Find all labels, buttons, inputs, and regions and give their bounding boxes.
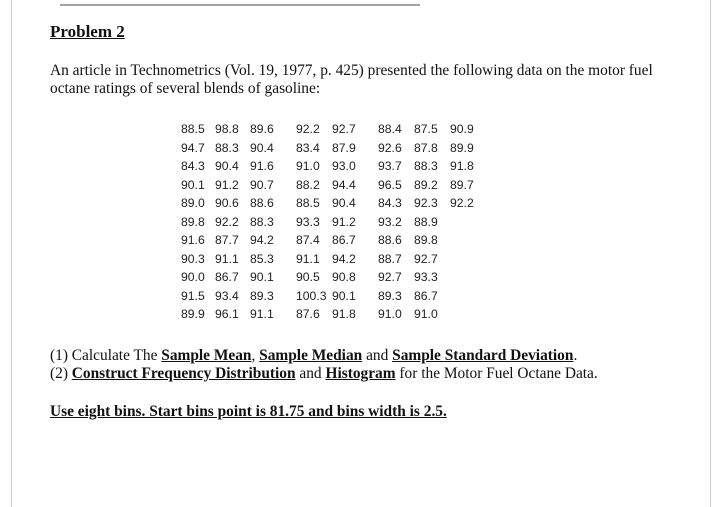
- table-cell: 94.7: [181, 140, 205, 155]
- table-cell: 88.6: [378, 233, 402, 248]
- table-cell: 90.9: [450, 122, 474, 137]
- table-cell: 90.3: [181, 251, 205, 266]
- table-cell: 87.7: [215, 233, 239, 248]
- table-row: [181, 139, 480, 158]
- bins-instruction: Use eight bins. Start bins point is 81.75 and bins width is 2.5.: [50, 403, 447, 420]
- table-cell: 88.6: [250, 196, 274, 211]
- table-cell: 93.0: [332, 159, 356, 174]
- problem-intro: An article in Technometrics (Vol. 19, 1977, p. 425) presented the following data on the motor fuel octane ratings of several blends of gasoline:: [50, 62, 653, 97]
- table-cell: 92.7: [378, 270, 402, 285]
- task-1-sep1: ,: [251, 347, 260, 364]
- table-cell: 91.2: [332, 214, 356, 229]
- table-cell: 92.3: [414, 196, 438, 211]
- table-cell: 88.7: [378, 251, 402, 266]
- table-cell: 87.5: [414, 122, 438, 137]
- table-cell: [450, 305, 480, 324]
- table-cell: 89.9: [450, 140, 474, 155]
- table-row: [181, 194, 480, 213]
- table-cell: 90.8: [332, 270, 356, 285]
- table-cell: 90.5: [296, 270, 320, 285]
- table-cell: 83.4: [296, 140, 320, 155]
- table-cell: 91.0: [296, 159, 320, 174]
- term-histogram: Histogram: [325, 365, 396, 382]
- task-1-sep2: and: [362, 347, 393, 364]
- table-row: [181, 287, 480, 306]
- task-2: [50, 365, 598, 383]
- table-cell: 92.2: [215, 214, 239, 229]
- table-cell: 91.8: [332, 307, 356, 322]
- table-row: [181, 120, 480, 139]
- table-cell: 88.5: [296, 196, 320, 211]
- previous-content-strip: [0, 0, 714, 6]
- page-border-left: [11, 0, 12, 507]
- cut-off-text-line: [60, 0, 420, 6]
- term-sample-median: Sample Median: [259, 347, 363, 364]
- table-cell: 86.7: [332, 233, 356, 248]
- table-cell: 91.8: [450, 159, 474, 174]
- table-row: [181, 157, 480, 176]
- table-cell: 92.7: [332, 122, 356, 137]
- table-row: [181, 305, 480, 324]
- table-cell: 90.0: [181, 270, 205, 285]
- table-cell: 87.4: [296, 233, 320, 248]
- table-cell: 91.6: [250, 159, 274, 174]
- table-cell: 88.4: [378, 122, 402, 137]
- table-cell: 90.7: [250, 177, 274, 192]
- task-2-sep1: and: [295, 365, 326, 382]
- table-cell: 88.3: [215, 140, 239, 155]
- table-cell: 90.4: [215, 159, 239, 174]
- table-cell: 89.2: [414, 177, 438, 192]
- table-cell: 90.1: [250, 270, 274, 285]
- table-cell: 88.3: [414, 159, 438, 174]
- table-cell: 89.6: [250, 122, 274, 137]
- table-cell: 91.5: [181, 288, 205, 303]
- table-cell: 85.3: [250, 251, 274, 266]
- table-cell: 91.6: [181, 233, 205, 248]
- table-cell: 93.2: [378, 214, 402, 229]
- table-cell: 89.3: [250, 288, 274, 303]
- table-cell: 90.6: [215, 196, 239, 211]
- table-cell: 89.8: [181, 214, 205, 229]
- octane-data-table: [181, 120, 480, 324]
- table-cell: 90.4: [332, 196, 356, 211]
- table-cell: 88.3: [250, 214, 274, 229]
- table-row: [181, 268, 480, 287]
- table-cell: 91.0: [378, 307, 402, 322]
- table-cell: 92.7: [414, 251, 438, 266]
- table-cell: 84.3: [181, 159, 205, 174]
- table-cell: 96.5: [378, 177, 402, 192]
- table-row: [181, 250, 480, 269]
- table-row: [181, 213, 480, 232]
- table-cell: 89.3: [378, 288, 402, 303]
- table-cell: 87.6: [296, 307, 320, 322]
- table-cell: 86.7: [414, 288, 438, 303]
- term-sample-std-dev: Sample Standard Deviation: [392, 347, 574, 364]
- table-cell: 91.1: [250, 307, 274, 322]
- table-cell: 89.9: [181, 307, 205, 322]
- table-cell: 98.8: [215, 122, 239, 137]
- table-cell: 90.1: [332, 288, 356, 303]
- table-cell: 94.4: [332, 177, 356, 192]
- table-cell: 88.5: [181, 122, 205, 137]
- table-cell: 91.2: [215, 177, 239, 192]
- table-cell: 90.4: [250, 140, 274, 155]
- table-cell: [450, 231, 480, 250]
- task-1: [50, 347, 598, 365]
- table-cell: 87.8: [414, 140, 438, 155]
- table-cell: 86.7: [215, 270, 239, 285]
- table-cell: 92.2: [450, 196, 474, 211]
- task-list: [50, 347, 598, 383]
- table-cell: [450, 268, 480, 287]
- table-cell: 91.0: [414, 307, 438, 322]
- table-cell: 89.7: [450, 177, 474, 192]
- table-cell: 92.2: [296, 122, 320, 137]
- term-sample-mean: Sample Mean: [161, 347, 252, 364]
- table-cell: 91.1: [215, 251, 239, 266]
- term-frequency-distribution: Construct Frequency Distribution: [71, 365, 296, 382]
- table-row: [181, 176, 480, 195]
- problem-title: Problem 2: [50, 22, 125, 41]
- task-1-suffix: .: [573, 347, 578, 364]
- octane-data-body: [181, 120, 480, 324]
- table-cell: 89.8: [414, 233, 438, 248]
- task-2-prefix: (2): [50, 365, 72, 382]
- task-1-prefix: (1) Calculate The: [50, 347, 162, 364]
- table-cell: 94.2: [332, 251, 356, 266]
- table-cell: 90.1: [181, 177, 205, 192]
- table-cell: 87.9: [332, 140, 356, 155]
- table-cell: 88.9: [414, 214, 438, 229]
- table-cell: [450, 250, 480, 269]
- table-row: [181, 231, 480, 250]
- table-cell: 96.1: [215, 307, 239, 322]
- table-cell: 100.3: [296, 288, 327, 303]
- page-border-right: [710, 0, 711, 507]
- table-cell: 84.3: [378, 196, 402, 211]
- table-cell: 93.3: [296, 214, 320, 229]
- table-cell: 93.3: [414, 270, 438, 285]
- table-cell: 88.2: [296, 177, 320, 192]
- table-cell: 89.0: [181, 196, 205, 211]
- table-cell: 93.7: [378, 159, 402, 174]
- table-cell: 91.1: [296, 251, 320, 266]
- table-cell: [450, 287, 480, 306]
- table-cell: 94.2: [250, 233, 274, 248]
- table-cell: [450, 213, 480, 232]
- table-cell: 93.4: [215, 288, 239, 303]
- task-2-suffix: for the Motor Fuel Octane Data.: [395, 365, 598, 382]
- table-cell: 92.6: [378, 140, 402, 155]
